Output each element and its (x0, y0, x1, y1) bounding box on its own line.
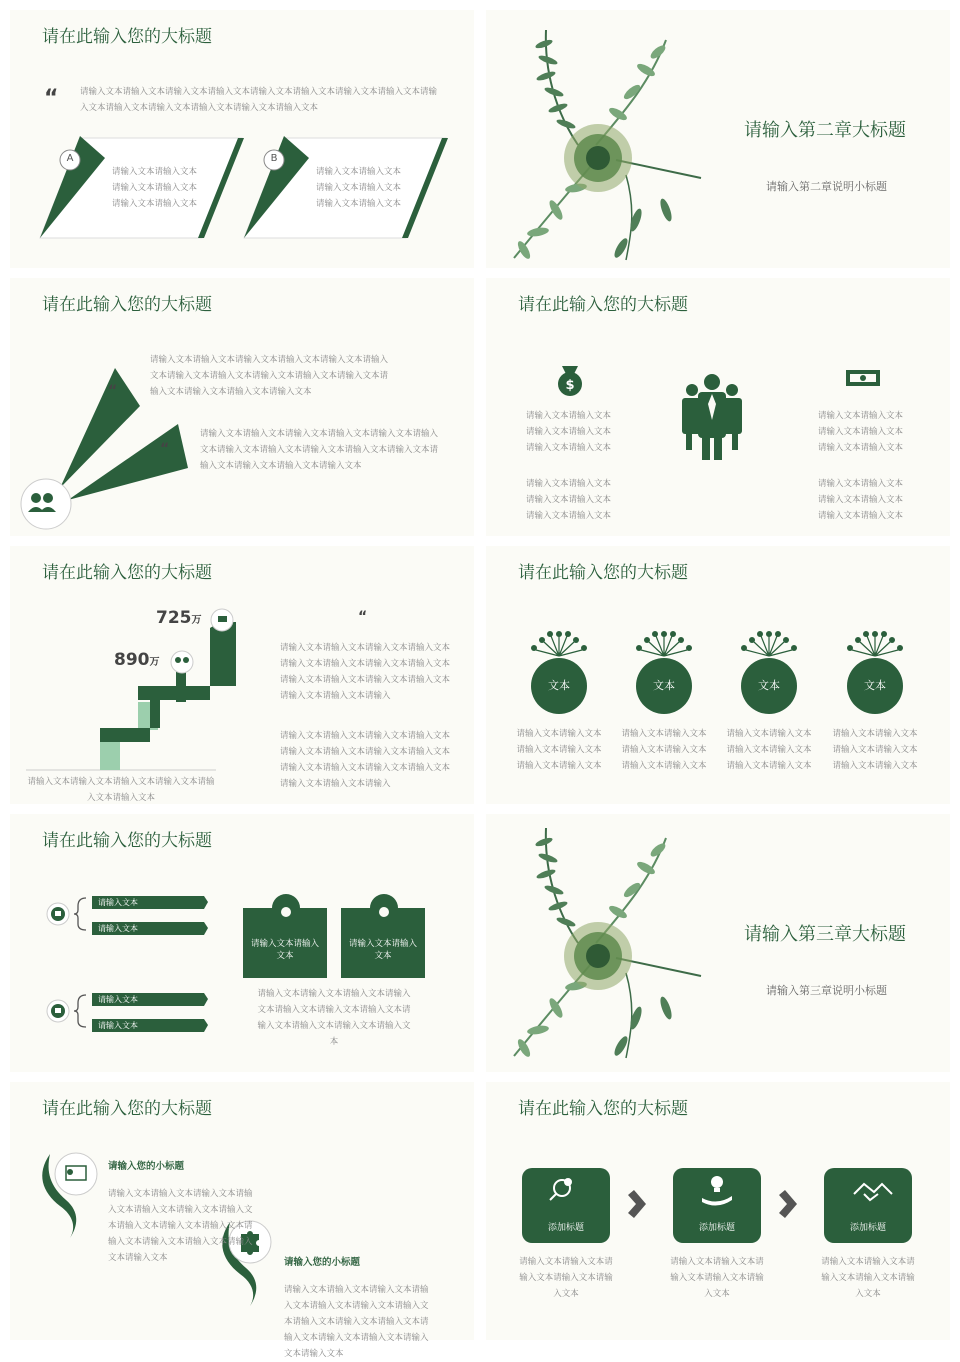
step-label-3: 添加标题 (849, 1223, 886, 1233)
step-label-1: 添加标题 (547, 1223, 584, 1233)
card-shapes (10, 10, 474, 268)
money-bag-icon (558, 366, 582, 396)
slide-title: 请在此输入您的大标题 (518, 1099, 688, 1119)
chapter-subtitle: 请输入第三章说明小标题 (766, 984, 887, 997)
slide-5 (10, 546, 474, 804)
text-block-1: 请输入文本请输入文本请输入文本请输入文本请输入文本请输入文本请输入文本请输入文本请输入文本请输入文本请输入文本请输入文本请输入文本请输入文本请输入文本 (150, 355, 389, 397)
slide-1 (10, 10, 474, 268)
quote-mark-2: “ (160, 441, 170, 457)
slide-title: 请在此输入您的大标题 (42, 1099, 212, 1119)
slide-title: 请在此输入您的大标题 (42, 831, 212, 851)
text-block-2: 请输入文本请输入文本请输入文本请输入文本请输入文本请输入文本请输入文本请输入文本请输入文本请输入文本请输入文本请输入文本请输入文本请输入文本请输入文本 (200, 429, 439, 471)
box-label-1: 请输入文本请输入文本 (250, 939, 319, 961)
arrow-right-icon-1 (628, 1190, 646, 1218)
slide-3 (10, 278, 474, 536)
tag-2: 请输入文本 (92, 922, 204, 935)
fan-shapes (10, 278, 474, 536)
slide-title: 请在此输入您的大标题 (518, 295, 688, 315)
quote-mark: “ (358, 609, 368, 625)
quote-mark-1: “ (108, 383, 118, 399)
tag-4: 请输入文本 (92, 1019, 204, 1032)
box-description: 请输入文本请输入文本请输入文本请输入文本请输入文本请输入文本请输入文本请输入文本请输入文本请输入文本请输入文本 (257, 989, 411, 1047)
slide-6 (486, 546, 950, 804)
item-text-3: 请输入文本请输入文本请输入文本请输入文本请输入文本请输入文本 (726, 729, 812, 771)
item-text-2: 请输入文本请输入文本请输入文本请输入文本请输入文本请输入文本 (621, 729, 707, 771)
stat-890: 890万 (114, 650, 160, 670)
slide-8-chapter (486, 814, 950, 1072)
chapter-title: 请输入第三章大标题 (744, 924, 906, 945)
item-heading-1: 请输入您的小标题 (108, 1161, 185, 1172)
bulb-hand-icon (702, 1176, 732, 1206)
step-text-1: 请输入文本请输入文本请输入文本请输入文本请输入文本 (519, 1257, 613, 1299)
right-text-1: 请输入文本请输入文本请输入文本请输入文本请输入文本请输入文本 (818, 411, 904, 453)
slide-title: 请在此输入您的大标题 (42, 27, 212, 47)
card-a-letter: A (66, 153, 74, 164)
slide-4 (486, 278, 950, 536)
slide-title: 请在此输入您的大标题 (42, 563, 212, 583)
step-label-2: 添加标题 (698, 1223, 735, 1233)
item-text-1: 请输入文本请输入文本请输入文本请输入文本请输入文本请输入文本 (516, 729, 602, 771)
arrow-right-icon-2 (779, 1190, 797, 1218)
left-text-2: 请输入文本请输入文本请输入文本请输入文本请输入文本请输入文本 (526, 479, 612, 521)
search-person-icon (550, 1179, 571, 1200)
card-b-letter: B (270, 153, 278, 164)
quote-mark: “ (44, 86, 59, 111)
step-text-2: 请输入文本请输入文本请输入文本请输入文本请输入文本 (670, 1257, 764, 1299)
slide-2-chapter (486, 10, 950, 268)
svg-text:$: $ (565, 378, 575, 393)
stair-caption: 请输入文本请输入文本请输入文本请输入文本请输入文本请输入文本 (27, 777, 215, 803)
circle-label-2: 文本 (636, 658, 692, 714)
text-block-1: 请输入文本请输入文本请输入文本请输入文本请输入文本请输入文本请输入文本请输入文本请输入文本请输入文本请输入文本请输入文本请输入文本请输入文本请输入 (280, 643, 451, 701)
tag-3: 请输入文本 (92, 993, 204, 1006)
circle-label-4: 文本 (847, 658, 903, 714)
stat-725: 725万 (156, 608, 202, 628)
circle-label-3: 文本 (741, 658, 797, 714)
chapter-title: 请输入第二章大标题 (744, 120, 906, 141)
left-text-1: 请输入文本请输入文本请输入文本请输入文本请输入文本请输入文本 (526, 411, 612, 453)
slide-7 (10, 814, 474, 1072)
intro-text: 请输入文本请输入文本请输入文本请输入文本请输入文本请输入文本请输入文本请输入文本请输入文本请输入文本请输入文本请输入文本请输入文本请输入文本 (80, 87, 438, 113)
card-b-text: 请输入文本请输入文本请输入文本请输入文本请输入文本请输入文本 (316, 167, 402, 209)
slide-10 (486, 1082, 950, 1340)
slide-title: 请在此输入您的大标题 (518, 563, 688, 583)
tag-1: 请输入文本 (92, 896, 204, 909)
cash-icon (846, 370, 880, 386)
slide-9 (10, 1082, 474, 1359)
handshake-icon (854, 1184, 892, 1200)
item-text-2: 请输入文本请输入文本请输入文本请输入文本请输入文本请输入文本请输入文本请输入文本请输入文本请输入文本请输入文本请输入文本请输入文本请输入文本请输入文本 (284, 1285, 429, 1359)
chapter-subtitle: 请输入第二章说明小标题 (766, 180, 887, 193)
right-text-2: 请输入文本请输入文本请输入文本请输入文本请输入文本请输入文本 (818, 479, 904, 521)
slide-title: 请在此输入您的大标题 (42, 295, 212, 315)
box-label-2: 请输入文本请输入文本 (348, 939, 417, 961)
people-group-icon (682, 374, 742, 460)
circle-label-1: 文本 (531, 658, 587, 714)
card-a-text: 请输入文本请输入文本请输入文本请输入文本请输入文本请输入文本 (112, 167, 198, 209)
text-block-2: 请输入文本请输入文本请输入文本请输入文本请输入文本请输入文本请输入文本请输入文本请输入文本请输入文本请输入文本请输入文本请输入文本请输入文本请输入 (280, 731, 451, 789)
item-text-4: 请输入文本请输入文本请输入文本请输入文本请输入文本请输入文本 (832, 729, 918, 771)
item-heading-2: 请输入您的小标题 (284, 1257, 361, 1268)
step-text-3: 请输入文本请输入文本请输入文本请输入文本请输入文本 (821, 1257, 915, 1299)
item-text-1: 请输入文本请输入文本请输入文本请输入文本请输入文本请输入文本请输入文本请输入文本请输入文本请输入文本请输入文本请输入文本请输入文本请输入文本请输入文本 (108, 1189, 253, 1263)
